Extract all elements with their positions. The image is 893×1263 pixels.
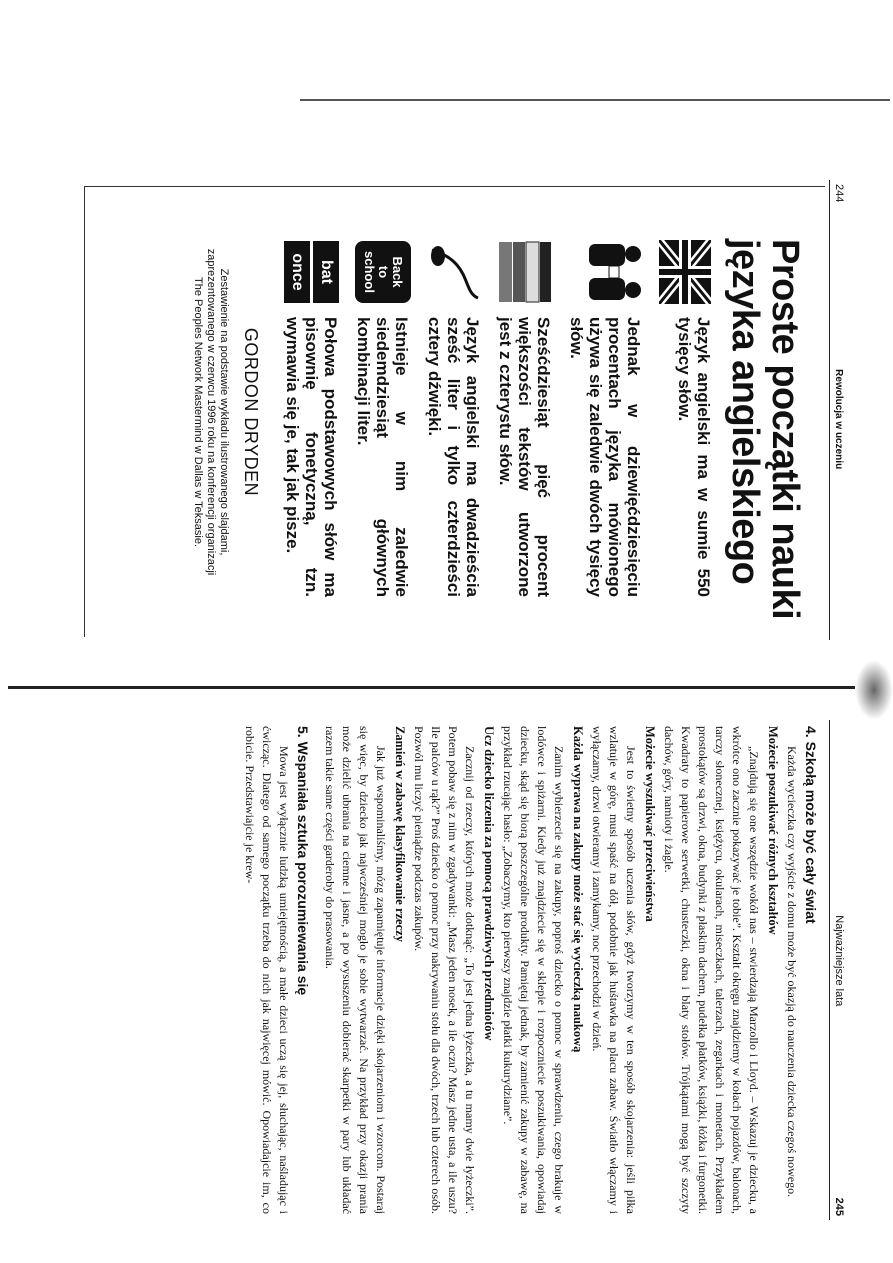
left-running-head: [829, 180, 845, 640]
subheading: Możecie poszukiwać różnych kształtów: [766, 726, 780, 935]
subheading: Ucz dziecko liczenia za pomocą prawdziwych przedmiotów: [482, 726, 496, 1041]
section-heading: 4. Szkołą może być cały świat: [803, 726, 819, 924]
word-cards-icon: bat once: [284, 239, 340, 305]
fact-text: Język angielski ma dwadzieścia sześć liter i tylko czterdzieści cztery dźwięki.: [425, 317, 482, 597]
back-to-school-label: Back to school: [355, 239, 411, 305]
page-body: [241, 720, 819, 1220]
paragraph: Zacznij od rzeczy, których może dotknąć: „To jest jedna łyżeczka, a tu mamy dwie łyżeczki”. Potem pobaw się z nim w zgadywanki: „Masz jeden nosek, a ile oczu? Masz jedne usta, a ile uszu? Ile palców u rąk?” Proś dziecko o pomoc przy nakrywaniu stołu dla dwóch, trzech lub czterech osób. Pozwól mu liczyć pieniądze podczas zakupów.: [412, 726, 477, 1214]
paragraph: Mowa jest wyłącznie ludzką umiejętnością, a małe dzieci uczą się jej, słuchając, naśladując i ćwicząc. Dlatego od samego początku trzeba do nich jak najwięcej mówić. Opowiadajcie im, co robicie. Przedstawiajcie je krew-: [243, 726, 291, 1214]
paragraph: „Znajdują się one wszędzie wokół nas – stwierdzają Marzollo i Lloyd. – Wskazuj je dziecku, a wkrótce ono zacznie pokazywać je tobie”. Kształt okręgu znajdziemy w kołach pojazdów, balonach, tarczy słonecznej, księżycu, okularach, miseczkach, talerzach, zegarkach i monetach. Przykładem prostokątów są drzwi, okna, budynki z płaskim dachem, pudełka płatków, książki, łóżka i furgonetki. Kwadraty to papierowe serwetki, chusteczki, okna i blaty stołów. Trójkątami mogą być szczyty dachów, góry, namioty i żagle.: [662, 726, 761, 1214]
source-footnote: Zestawienie na podstawie wykładu ilustrowanego slajdami, zaprezentowanego w czerwcu 1996 roku na konferencji organizacji The Peoples Network Mastermind w Dallas w Teksasie.: [192, 248, 230, 576]
book-gutter-line: [8, 686, 868, 689]
fact-row: [283, 239, 340, 597]
fact-row: [496, 239, 553, 597]
fact-row: [567, 239, 643, 597]
infobox-title: Proste początki nauki języka angielskiego: [724, 239, 806, 620]
right-running-head: [829, 720, 845, 1220]
fact-row: [354, 239, 411, 597]
subheading: Możecie wyszukiwać przeciwieństwa: [643, 726, 657, 922]
fact-row: [657, 239, 713, 597]
section-heading: 5. Wspaniała sztuka porozumiewania się: [295, 726, 311, 996]
running-head-title: Najważniejsze lata: [833, 915, 845, 1007]
running-head-title: Rewolucja w uczeniu: [833, 369, 844, 470]
paragraph: Każda wycieczka czy wyjście z domu może być okazją do nauczenia dziecka czegoś nowego.: [785, 746, 799, 1198]
fact-text: Istnieje w nim zaledwie siedemdziesiąt głównych kombinacji liter.: [354, 317, 411, 597]
right-page-245: [55, 720, 845, 1220]
paragraph: Zanim wybierzecie się na zakupy, poproś dziecko o pomoc w sprawdzeniu, czego brakuje w lodówce i spiżarni. Kiedy już znajdziecie się w sklepie i rozpoczniecie poszukiwania, opowiadaj dziecku, skąd się biorą poszczególne produkty. Pamiętaj jednak, by zamienić zakupy w zabawę, na przykład rzucając hasło: „Zobaczymy, kto pierwszy znajdzie płatki kukurydziane”.: [501, 726, 566, 1214]
fact-text: Sześćdziesiąt pięć procent większości tekstów utworzone jest z czterystu słów.: [496, 317, 553, 597]
music-note-icon: [426, 239, 482, 305]
paragraph: Jak już wspominaliśmy, mózg zapamiętuje informacje dzięki skojarzeniom i wzorcom. Postaraj się więc, by dziecko jak najwcześniej mogło je sobie wytwarzać. Na przykład przy okazji prania może dzielić ubrania na ciemne i jasne, a po wysuszeniu dobierać skarpetki w pary lub układać razem takie same części garderoby do prasowania.: [323, 726, 388, 1214]
author-name: GORDON DRYDEN: [241, 327, 261, 497]
people-talking-icon: [587, 239, 643, 305]
infobox-frame: [84, 186, 825, 637]
subheading: Zamień w zabawę klasyfikowanie rzeczy: [393, 726, 407, 942]
fact-row: [425, 239, 482, 597]
left-page-244: [80, 180, 845, 640]
fact-text: Język angielski ma w sumie 550 tysięcy słów.: [675, 317, 713, 597]
fact-text: Połowa podstawowych słów ma pisownię fonetyczną, tzn. wymawia się je, tak jak pisze.: [283, 317, 340, 597]
page-number: 244: [833, 184, 845, 203]
fact-text: Jednak w dziewięćdziesięciu procentach języka mówionego używa się zaledwie dwóch tysięcy słów.: [567, 317, 643, 597]
books-stack-icon: [497, 239, 553, 305]
page-number: 245: [833, 1197, 845, 1216]
scan-shadow: [855, 660, 893, 720]
scan-edge-top: [300, 99, 890, 101]
subheading: Każda wyprawa na zakupy może stać się wycieczką naukową: [571, 726, 585, 1053]
paragraph: Jest to świetny sposób uczenia słów, gdyż tworzymy w ten sposób skojarzenia: jeśli piłka wzlatuje w górę, musi spaść na dół, podobnie jak huśtawka na placu zabaw. Światło włączamy i wyłączamy, drzwi otwieramy i zamykamy, noc przechodzi w dzień.: [590, 726, 638, 1214]
union-jack-flag-icon: [657, 239, 713, 305]
